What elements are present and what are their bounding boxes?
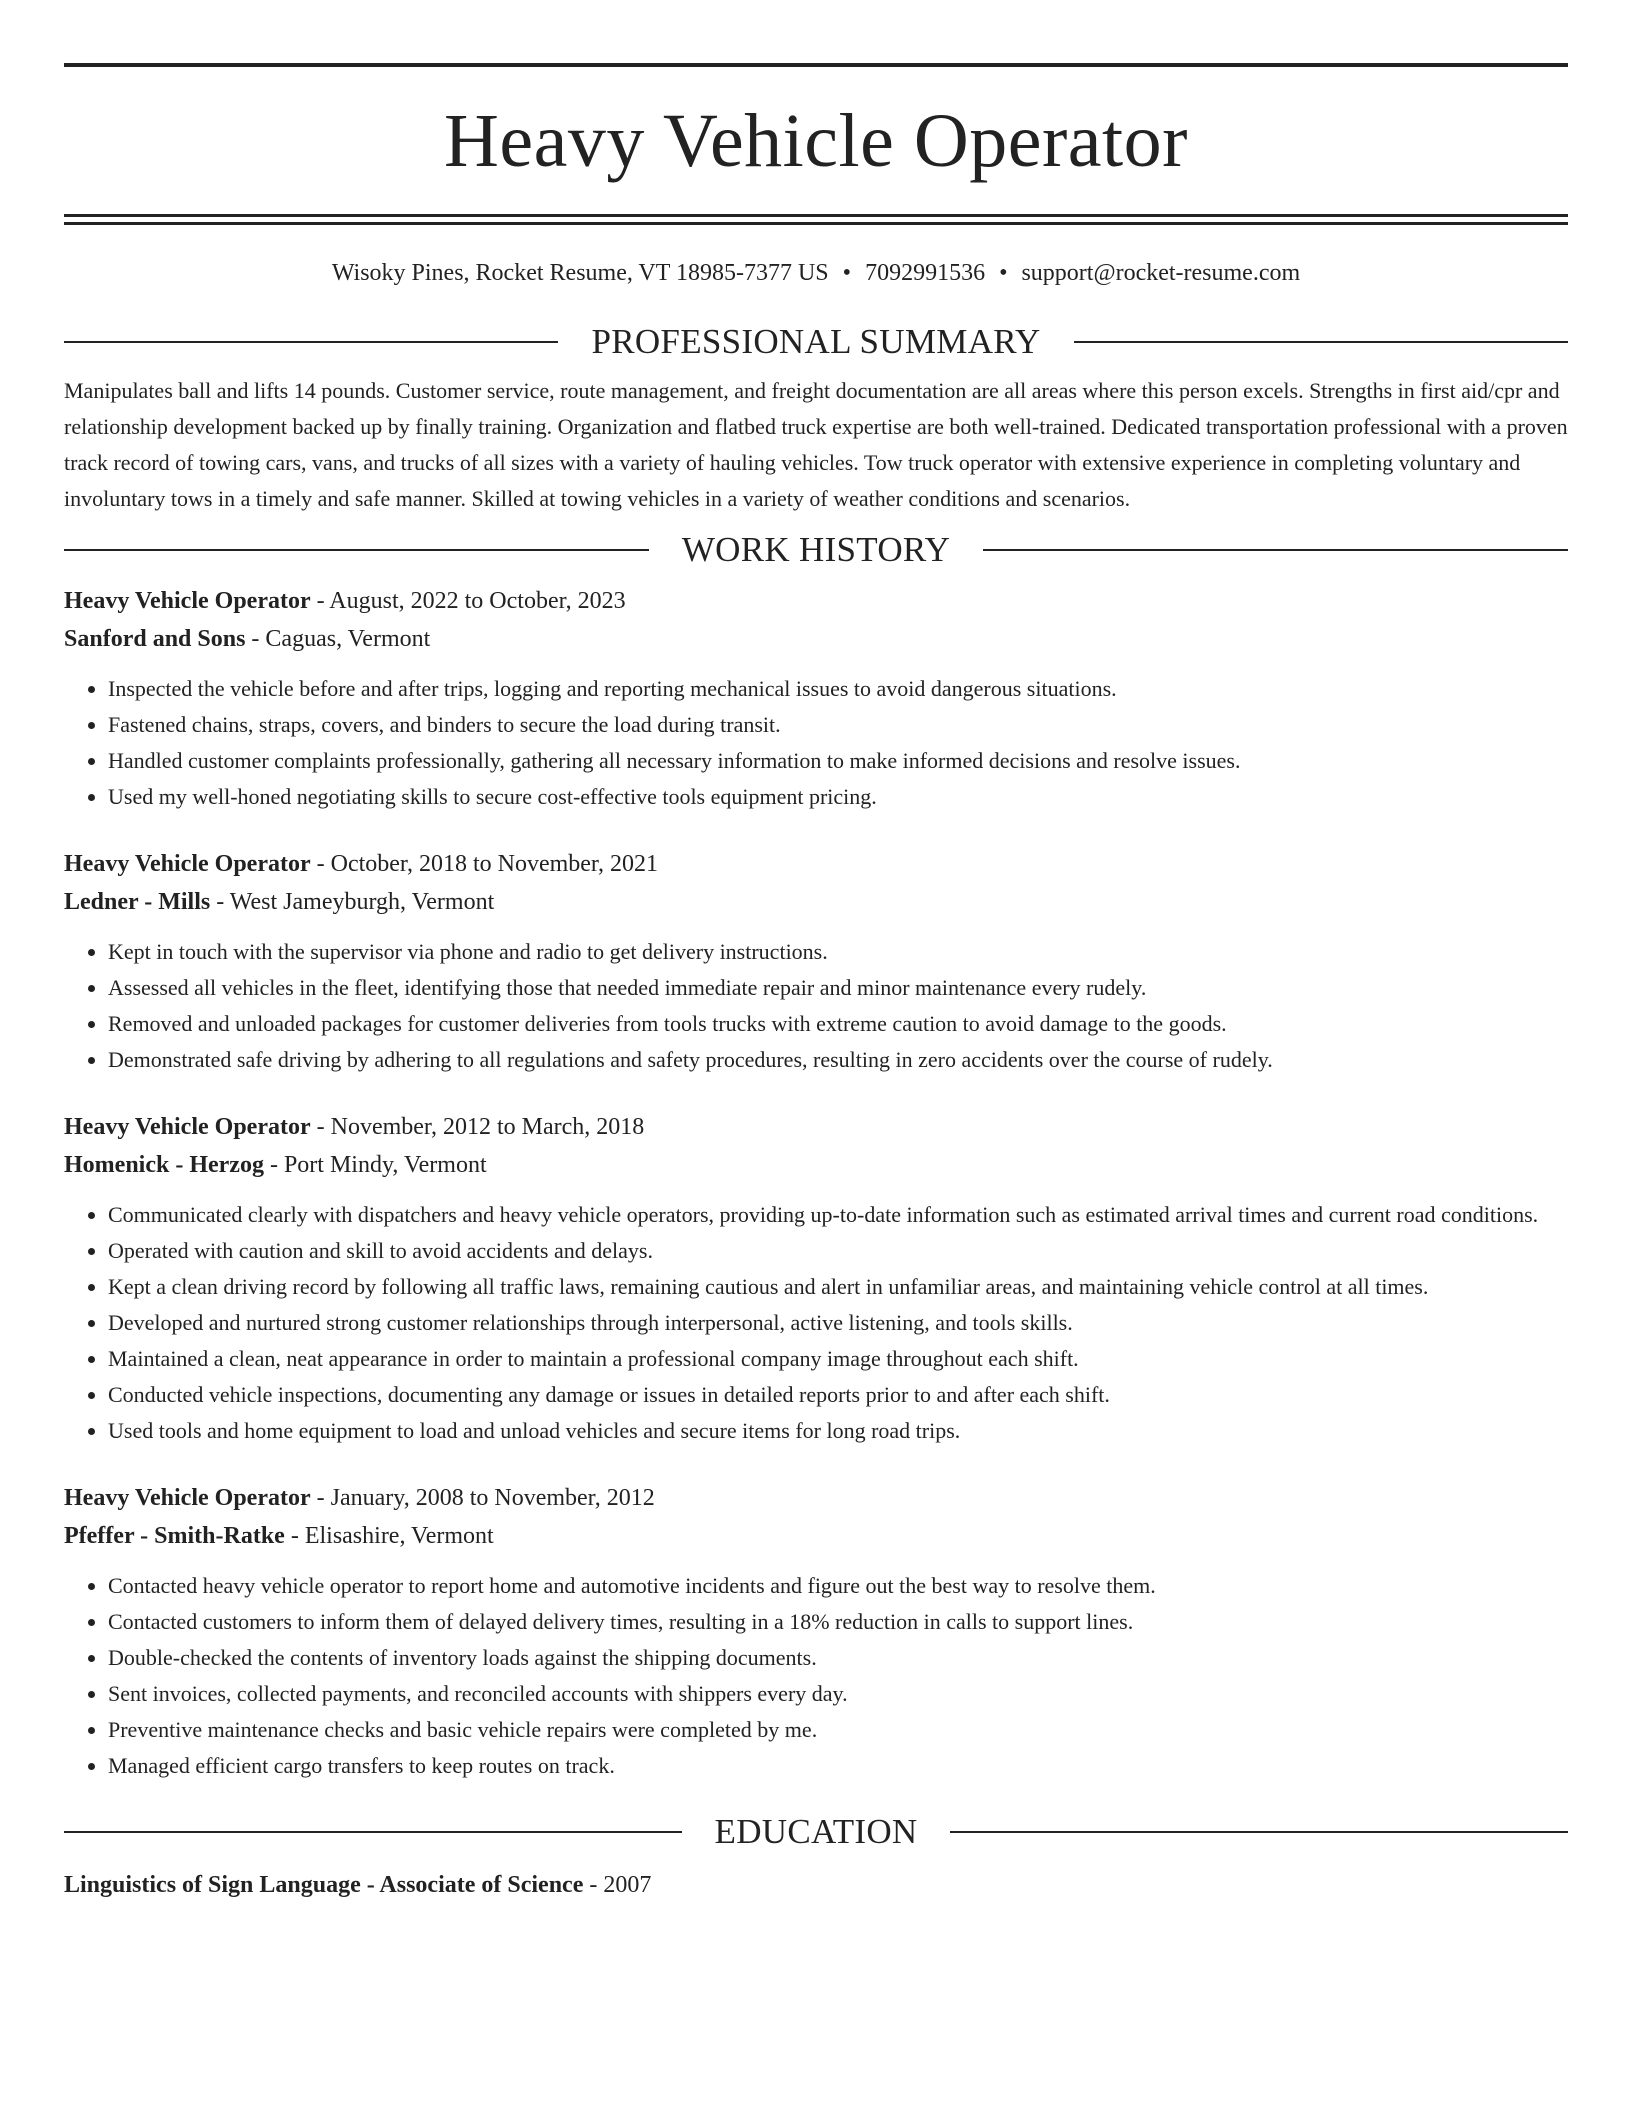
heading-rule-right <box>983 549 1568 551</box>
job-bullet: • Demonstrated safe driving by adhering to all regulations and safety procedures, resulting in zero accidents over the course of rudely. <box>108 1042 1568 1078</box>
job-bullet: • Inspected the vehicle before and after trips, logging and reporting mechanical issues to avoid dangerous situations. <box>108 671 1568 707</box>
summary-text: Manipulates ball and lifts 14 pounds. Customer service, route management, and freight documentation are all areas where this person excels. Strengths in first aid/cpr and relationship development backed up by finally training. Organization and flatbed truck expertise are both well-trained. Dedicated transportation professional with a proven track record of towing cars, vans, and trucks of all sizes with a variety of hauling vehicles. Tow truck operator with extensive experience in completing voluntary and involuntary tows in a timely and safe manner. Skilled at towing vehicles in a variety of weather conditions and scenarios. <box>64 378 1568 511</box>
job-bullet: • Contacted customers to inform them of delayed delivery times, resulting in a 18% reduction in calls to support lines. <box>108 1604 1568 1640</box>
contact-separator: • <box>842 260 852 286</box>
job-company: Pfeffer - Smith-Ratke <box>64 1523 285 1549</box>
job-bullet: • Conducted vehicle inspections, documenting any damage or issues in detailed reports prior to and after each shift. <box>108 1377 1568 1413</box>
job-bullet: • Developed and nurtured strong customer relationships through interpersonal, active listening, and tools skills. <box>108 1305 1568 1341</box>
job-bullet: • Removed and unloaded packages for customer deliveries from tools trucks with extreme caution to avoid damage to the goods. <box>108 1006 1568 1042</box>
job-company: Ledner - Mills <box>64 889 211 915</box>
job-dates: - November, 2012 to March, 2018 <box>310 1114 645 1140</box>
section-title: EDUCATION <box>714 1812 918 1851</box>
job-bullet: • Kept a clean driving record by following all traffic laws, remaining cautious and alert in unfamiliar areas, and maintaining vehicle control at all times. <box>108 1269 1568 1305</box>
resume-name-title: Heavy Vehicle Operator <box>444 99 1188 183</box>
job-dates: - January, 2008 to November, 2012 <box>310 1485 655 1511</box>
education-degree: Linguistics of Sign Language - Associate of Science <box>64 1872 584 1898</box>
job-title: Heavy Vehicle Operator <box>64 588 311 614</box>
job-title: Heavy Vehicle Operator <box>64 851 311 877</box>
job-bullet: • Kept in touch with the supervisor via phone and radio to get delivery instructions. <box>108 934 1568 970</box>
job-dates: - August, 2022 to October, 2023 <box>310 588 626 614</box>
job-entry <box>64 582 1568 815</box>
contact-separator: • <box>999 260 1008 286</box>
contact-line <box>64 258 1568 288</box>
job-dates: - October, 2018 to November, 2021 <box>310 851 658 877</box>
job-bullet: • Fastened chains, straps, covers, and binders to secure the load during transit. <box>108 707 1568 743</box>
heading-rule-left <box>64 341 558 343</box>
job-bullet-list <box>64 934 1568 1078</box>
job-location: - West Jameyburgh, Vermont <box>210 889 495 915</box>
heading-rule-left <box>64 549 649 551</box>
education-entry <box>64 1868 1568 1902</box>
job-bullet: • Preventive maintenance checks and basic vehicle repairs were completed by me. <box>108 1712 1568 1748</box>
job-company-line <box>64 620 1568 658</box>
job-location: - Elisashire, Vermont <box>284 1523 494 1549</box>
job-bullet: • Double-checked the contents of inventory loads against the shipping documents. <box>108 1640 1568 1676</box>
job-company: Sanford and Sons <box>64 626 246 652</box>
header-double-rule <box>64 214 1568 225</box>
job-bullet: • Sent invoices, collected payments, and reconciled accounts with shippers every day. <box>108 1676 1568 1712</box>
section-title: PROFESSIONAL SUMMARY <box>591 322 1041 361</box>
section-heading-work-history <box>64 530 1568 570</box>
job-bullet: • Maintained a clean, neat appearance in order to maintain a professional company image throughout each shift. <box>108 1341 1568 1377</box>
heading-rule-left <box>64 1831 682 1833</box>
heading-rule-right <box>950 1831 1568 1833</box>
contact-address: Wisoky Pines, Rocket Resume, VT 18985-7377 US <box>331 260 829 286</box>
education-year: - 2007 <box>583 1872 652 1898</box>
job-title-line <box>64 845 1568 883</box>
job-company-line <box>64 1517 1568 1555</box>
job-title: Heavy Vehicle Operator <box>64 1485 311 1511</box>
job-bullet: • Used my well-honed negotiating skills to secure cost-effective tools equipment pricing. <box>108 779 1568 815</box>
job-title-line <box>64 1479 1568 1517</box>
job-bullet: • Communicated clearly with dispatchers and heavy vehicle operators, providing up-to-date information such as estimated arrival times and current road conditions. <box>108 1197 1568 1233</box>
job-bullet-list <box>64 671 1568 815</box>
section-heading-education <box>64 1812 1568 1852</box>
contact-phone[interactable]: 7092991536 <box>865 260 986 286</box>
job-title-line <box>64 582 1568 620</box>
job-title-line <box>64 1108 1568 1146</box>
resume-page <box>64 0 1568 1902</box>
section-title: WORK HISTORY <box>681 530 951 569</box>
job-entry <box>64 845 1568 1078</box>
contact-email[interactable]: support@rocket-resume.com <box>1021 260 1301 286</box>
header-top-rule <box>64 63 1568 67</box>
job-entry <box>64 1108 1568 1449</box>
job-location: - Caguas, Vermont <box>245 626 431 652</box>
job-entry <box>64 1479 1568 1784</box>
job-company-line <box>64 883 1568 921</box>
job-bullet: • Handled customer complaints professionally, gathering all necessary information to make informed decisions and resolve issues. <box>108 743 1568 779</box>
job-bullet-list <box>64 1568 1568 1784</box>
job-location: - Port Mindy, Vermont <box>263 1152 487 1178</box>
job-bullet: • Contacted heavy vehicle operator to report home and automotive incidents and figure out the best way to resolve them. <box>108 1568 1568 1604</box>
job-company-line <box>64 1146 1568 1184</box>
heading-rule-right <box>1074 341 1568 343</box>
job-bullet: • Used tools and home equipment to load and unload vehicles and secure items for long road trips. <box>108 1413 1568 1449</box>
section-heading-summary <box>64 322 1568 362</box>
job-bullet: • Managed efficient cargo transfers to keep routes on track. <box>108 1748 1568 1784</box>
job-bullet: • Operated with caution and skill to avoid accidents and delays. <box>108 1233 1568 1269</box>
job-bullet-list <box>64 1197 1568 1449</box>
job-bullet: • Assessed all vehicles in the fleet, identifying those that needed immediate repair and minor maintenance every rudely. <box>108 970 1568 1006</box>
job-title: Heavy Vehicle Operator <box>64 1114 311 1140</box>
job-company: Homenick - Herzog <box>64 1152 264 1178</box>
